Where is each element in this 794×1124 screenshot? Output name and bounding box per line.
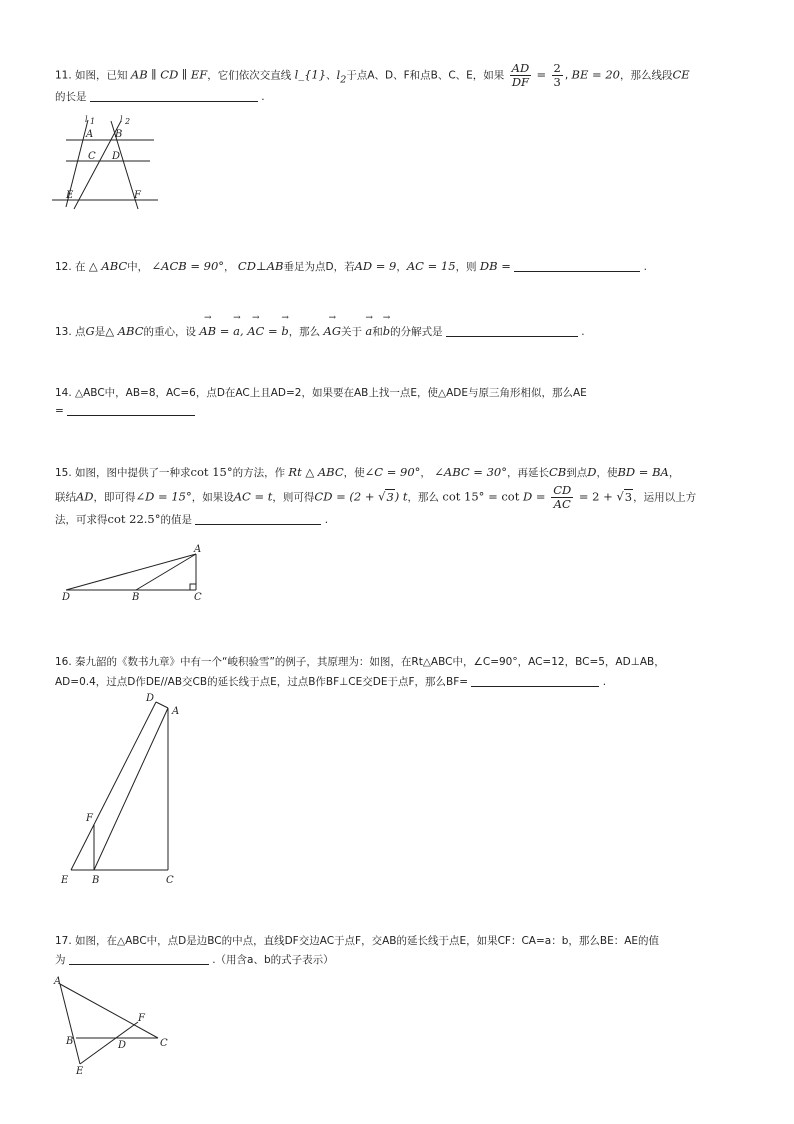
question-12: 12. 在 △ ABC中， ∠ACB = 90°， CD⊥AB垂足为点D，若AD = 9，AC = 15，则 DB = . [55, 259, 647, 273]
value-fraction: $\frac{2}{3}$ [553, 61, 561, 90]
question-15-line-3: 法，可求得cot 22.5°的值是 . [55, 512, 329, 526]
svg-text:B: B [92, 875, 100, 886]
parallel-lines-expression: AB ∥ CD ∥ EF [130, 67, 208, 82]
figure-11 [52, 112, 172, 212]
svg-text:B: B [132, 592, 140, 603]
figure-17 [52, 976, 182, 1077]
answer-blank-11[interactable] [90, 89, 258, 102]
answer-blank-12[interactable] [514, 259, 640, 272]
figure-16 [56, 690, 196, 890]
svg-text:F: F [138, 1013, 145, 1024]
svg-text:C: C [88, 151, 96, 162]
answer-blank-17[interactable] [69, 952, 209, 965]
svg-text:A: A [54, 976, 62, 987]
svg-text:E: E [61, 875, 69, 886]
figure-15 [58, 544, 208, 608]
answer-blank-15[interactable] [195, 512, 321, 525]
svg-text:C: C [194, 592, 202, 603]
svg-text:B: B [66, 1036, 74, 1047]
svg-text:A: A [86, 129, 94, 140]
vector-definition: → AB = → a, → AC = → b [199, 324, 288, 338]
svg-text:l: l [85, 115, 88, 124]
svg-text:C: C [160, 1038, 168, 1049]
question-13: 13. 点G是△ ABC的重心，设 → AB = → a, → AC = → b，那么 → AG关于 → a和→ b的分解式是 . [55, 321, 745, 343]
question-11-line-2: 的长是 . [55, 91, 265, 103]
question-16-line-2: AD=0.4，过点D作DE//AB交CB的延长线于点E，过点B作BF⊥CE交DE于点F，那么BF= . [55, 676, 607, 688]
svg-text:E: E [76, 1066, 84, 1077]
svg-text:E: E [66, 190, 74, 201]
question-15-line-2: 联结AD，即可得∠D = 15°，如果设AC = t，则可得CD = (2 + √3) t，那么 cot 15° = cot D = $\frac{CD}{AC}$ = 2 + √3，运用以上方 [55, 483, 697, 512]
svg-text:1: 1 [90, 117, 96, 126]
question-11-line-1: 11. 如图，已知 AB ∥ CD ∥ EF，它们依次交直线 l_{1}、$l_2$于点A、D、F和点B、C、E，如果 $\frac{AD}{DF}$ = $\frac{2}{3}$ , BE = 20，那么线段CE [55, 61, 690, 90]
question-14-line-1: 14. △ABC中，AB=8，AC=6，点D在AC上且AD=2，如果要在AB上找一点E，使△ADE与原三角形相似，那么AE [55, 387, 587, 399]
svg-text:D: D [62, 592, 71, 603]
svg-text:2: 2 [125, 117, 131, 126]
question-17-line-2: 为 .（用含a、b的式子表示） [55, 954, 334, 966]
svg-text:D: D [118, 1040, 127, 1051]
svg-text:C: C [166, 875, 174, 886]
svg-text:B: B [115, 129, 123, 140]
question-17-line-1: 17. 如图，在△ABC中，点D是边BC的中点，直线DF交边AC于点F，交AB的延长线于点E，如果CF：CA=a：b，那么BE：AE的值 [55, 935, 660, 947]
answer-blank-14[interactable] [67, 403, 195, 416]
svg-text:A: A [172, 706, 180, 717]
question-15-line-1: 15. 如图，图中提供了一种求cot 15°的方法，作 Rt △ ABC，使∠C = 90°， ∠ABC = 30°，再延长CB到点D，使BD = BA， [55, 465, 680, 479]
svg-text:A: A [194, 544, 202, 555]
svg-text:D: D [146, 693, 155, 704]
svg-text:F: F [86, 813, 93, 824]
answer-blank-13[interactable] [446, 324, 578, 337]
cd-over-ac-fraction: $\frac{CD}{AC}$ [553, 483, 572, 512]
answer-blank-16[interactable] [471, 674, 599, 687]
question-16-line-1: 16. 秦九韶的《数书九章》中有一个“峻积验雪”的例子，其原理为：如图，在Rt△ABC中，∠C=90°，AC=12，BC=5，AD⊥AB， [55, 656, 665, 668]
ratio-fraction: $\frac{AD}{DF}$ [511, 61, 530, 90]
svg-text:D: D [112, 151, 121, 162]
svg-text:l: l [120, 115, 123, 124]
svg-text:F: F [134, 190, 141, 201]
question-14-line-2: = [55, 402, 745, 422]
